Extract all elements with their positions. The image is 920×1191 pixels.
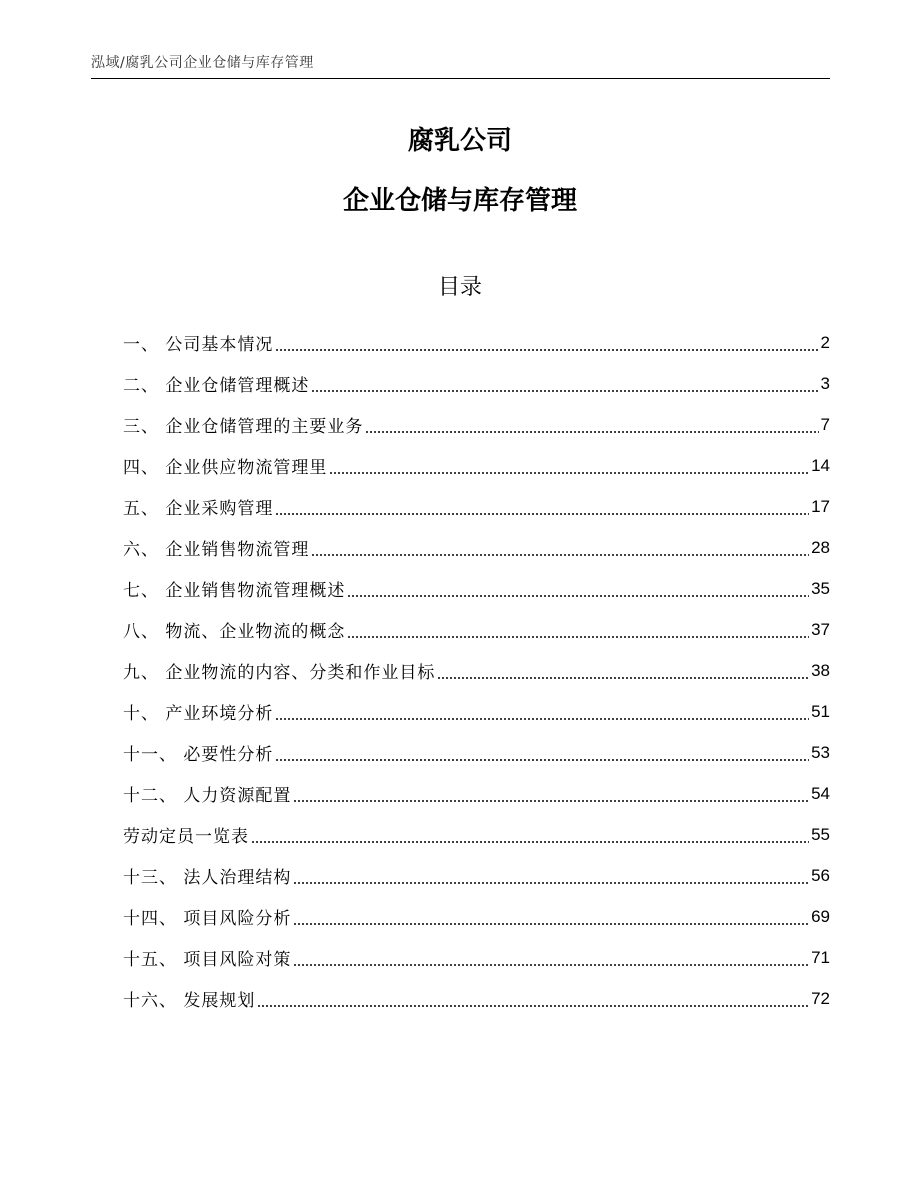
toc-entry-label: 八、 物流、企业物流的概念: [123, 622, 346, 642]
toc-entry-page: 2: [820, 332, 830, 352]
toc-entry-page: 38: [811, 660, 830, 680]
toc-entry[interactable]: [123, 445, 830, 486]
toc-dot-leader: [365, 431, 818, 433]
toc-entry[interactable]: [123, 978, 830, 1019]
toc-entry[interactable]: [123, 568, 830, 609]
toc-entry[interactable]: [123, 937, 830, 978]
toc-dot-leader: [275, 718, 809, 720]
toc-dot-leader: [311, 554, 809, 556]
toc-entry-page: 7: [820, 414, 830, 434]
toc-entry[interactable]: [123, 855, 830, 896]
toc-entry-label: 五、 企业采购管理: [123, 499, 274, 519]
toc-heading: 目录: [437, 275, 482, 300]
toc-entry-label: 十六、 发展规划: [123, 991, 256, 1011]
table-of-contents: [123, 322, 830, 1019]
toc-entry[interactable]: [123, 322, 830, 363]
toc-entry[interactable]: [123, 404, 830, 445]
toc-entry-page: 71: [811, 947, 830, 967]
toc-dot-leader: [293, 923, 809, 925]
toc-entry-page: 17: [811, 496, 830, 516]
toc-entry-page: 55: [811, 824, 830, 844]
toc-entry-page: 53: [811, 742, 830, 762]
toc-entry-page: 14: [811, 455, 830, 475]
toc-entry[interactable]: [123, 896, 830, 937]
toc-entry-label: 一、 公司基本情况: [123, 335, 274, 355]
toc-entry-label: 九、 企业物流的内容、分类和作业目标: [123, 663, 436, 683]
toc-dot-leader: [347, 636, 809, 638]
toc-entry-page: 54: [811, 783, 830, 803]
toc-entry[interactable]: [123, 363, 830, 404]
running-header: 泓域/腐乳公司企业仓储与库存管理: [91, 55, 314, 71]
toc-dot-leader: [275, 513, 809, 515]
toc-dot-leader: [257, 1005, 809, 1007]
toc-entry-label: 三、 企业仓储管理的主要业务: [123, 417, 364, 437]
toc-dot-leader: [251, 841, 809, 843]
toc-entry-page: 72: [811, 988, 830, 1008]
toc-entry-page: 28: [811, 537, 830, 557]
toc-entry-page: 56: [811, 865, 830, 885]
toc-entry-label: 六、 企业销售物流管理: [123, 540, 310, 560]
toc-dot-leader: [275, 349, 818, 351]
toc-entry-page: 69: [811, 906, 830, 926]
toc-entry-page: 3: [820, 373, 830, 393]
toc-dot-leader: [275, 759, 809, 761]
toc-entry[interactable]: [123, 814, 830, 855]
toc-entry[interactable]: [123, 609, 830, 650]
toc-entry-page: 37: [811, 619, 830, 639]
toc-entry-label: 十三、 法人治理结构: [123, 868, 292, 888]
toc-entry-label: 十一、 必要性分析: [123, 745, 274, 765]
toc-entry-label: 十二、 人力资源配置: [123, 786, 292, 806]
toc-entry-label: 四、 企业供应物流管理里: [123, 458, 328, 478]
toc-dot-leader: [293, 964, 809, 966]
toc-dot-leader: [437, 677, 809, 679]
toc-entry-page: 51: [811, 701, 830, 721]
toc-entry[interactable]: [123, 486, 830, 527]
document-title: 企业仓储与库存管理: [342, 186, 577, 216]
toc-dot-leader: [311, 390, 818, 392]
toc-entry[interactable]: [123, 773, 830, 814]
toc-entry[interactable]: [123, 691, 830, 732]
toc-entry-label: 七、 企业销售物流管理概述: [123, 581, 346, 601]
toc-entry-label: 劳动定员一览表: [123, 827, 249, 847]
toc-dot-leader: [293, 882, 809, 884]
toc-entry-label: 十四、 项目风险分析: [123, 909, 292, 929]
company-title: 腐乳公司: [407, 126, 512, 156]
toc-dot-leader: [329, 472, 809, 474]
toc-entry-label: 二、 企业仓储管理概述: [123, 376, 310, 396]
toc-entry[interactable]: [123, 527, 830, 568]
toc-entry[interactable]: [123, 650, 830, 691]
toc-entry-label: 十五、 项目风险对策: [123, 950, 292, 970]
toc-entry-page: 35: [811, 578, 830, 598]
toc-dot-leader: [347, 595, 809, 597]
toc-entry[interactable]: [123, 732, 830, 773]
toc-dot-leader: [293, 800, 809, 802]
toc-entry-label: 十、 产业环境分析: [123, 704, 274, 724]
header-rule: [91, 78, 830, 79]
